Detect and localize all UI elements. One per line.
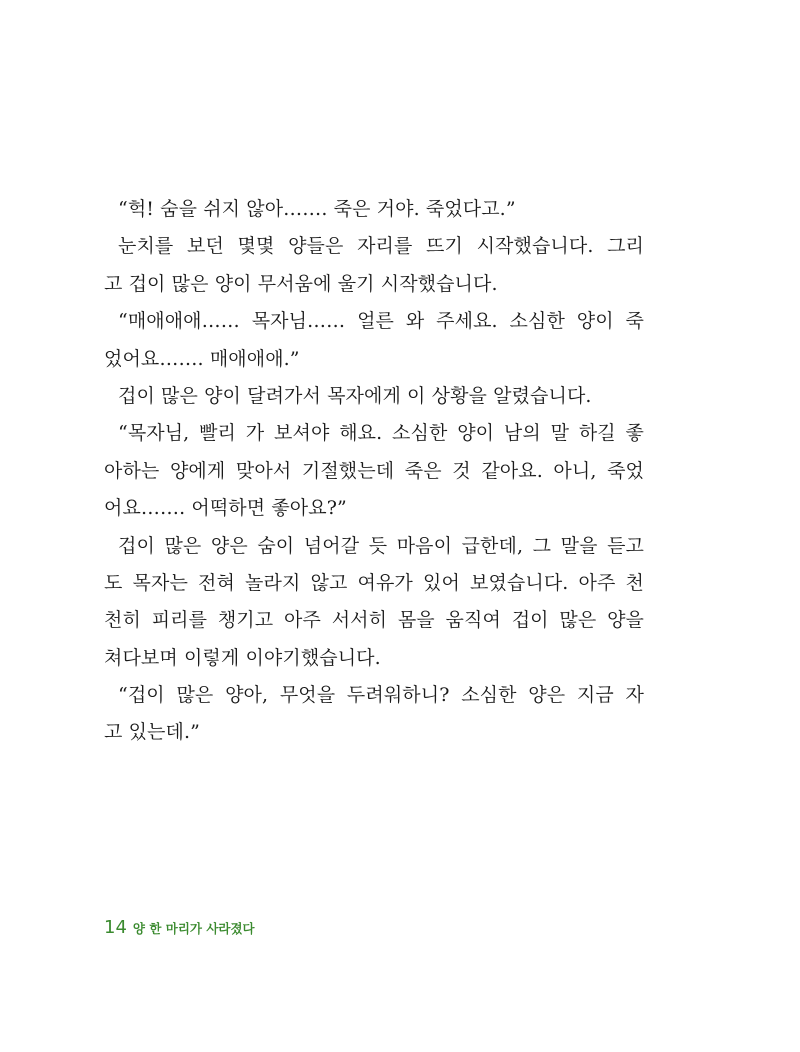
running-title: 양 한 마리가 사라졌다 <box>132 921 255 936</box>
text-line-15: 고 있는데.” <box>104 721 200 744</box>
text-line-13: 쳐다보며 이렇게 이야기했습니다. <box>104 646 381 669</box>
text-line-11: 도 목자는 전혀 놀라지 않고 여유가 있어 보였습니다. 아주 천 <box>104 571 644 594</box>
text-line-2: 눈치를 보던 몇몇 양들은 자리를 뜨기 시작했습니다. 그리 <box>118 235 644 258</box>
text-line-9: 어요……. 어떡하면 좋아요?” <box>104 497 347 520</box>
text-line-7: “목자님, 빨리 가 보셔야 해요. 소심한 양이 남의 말 하길 좋 <box>118 422 644 445</box>
text-line-6: 겁이 많은 양이 달려가서 목자에게 이 상황을 알렸습니다. <box>118 384 592 407</box>
page-number: 14 <box>104 917 127 938</box>
text-line-3: 고 겁이 많은 양이 무서움에 울기 시작했습니다. <box>104 272 498 295</box>
text-line-12: 천히 피리를 챙기고 아주 서서히 몸을 움직여 겁이 많은 양을 <box>104 609 644 632</box>
text-line-8: 아하는 양에게 맞아서 기절했는데 죽은 것 같아요. 아니, 죽었 <box>104 459 644 482</box>
text-line-4: “매애애애…… 목자님…… 얼른 와 주세요. 소심한 양이 죽 <box>118 310 644 333</box>
text-line-14: “겁이 많은 양아, 무엇을 두려워하니? 소심한 양은 지금 자 <box>118 684 644 707</box>
text-line-1: “헉! 숨을 쉬지 않아……. 죽은 거야. 죽었다고.” <box>118 198 516 220</box>
text-line-10: 겁이 많은 양은 숨이 넘어갈 듯 마음이 급한데, 그 말을 듣고 <box>118 534 644 557</box>
text-line-5: 었어요……. 매애애애.” <box>104 347 300 370</box>
body-text <box>104 191 644 752</box>
page-footer <box>104 917 255 941</box>
